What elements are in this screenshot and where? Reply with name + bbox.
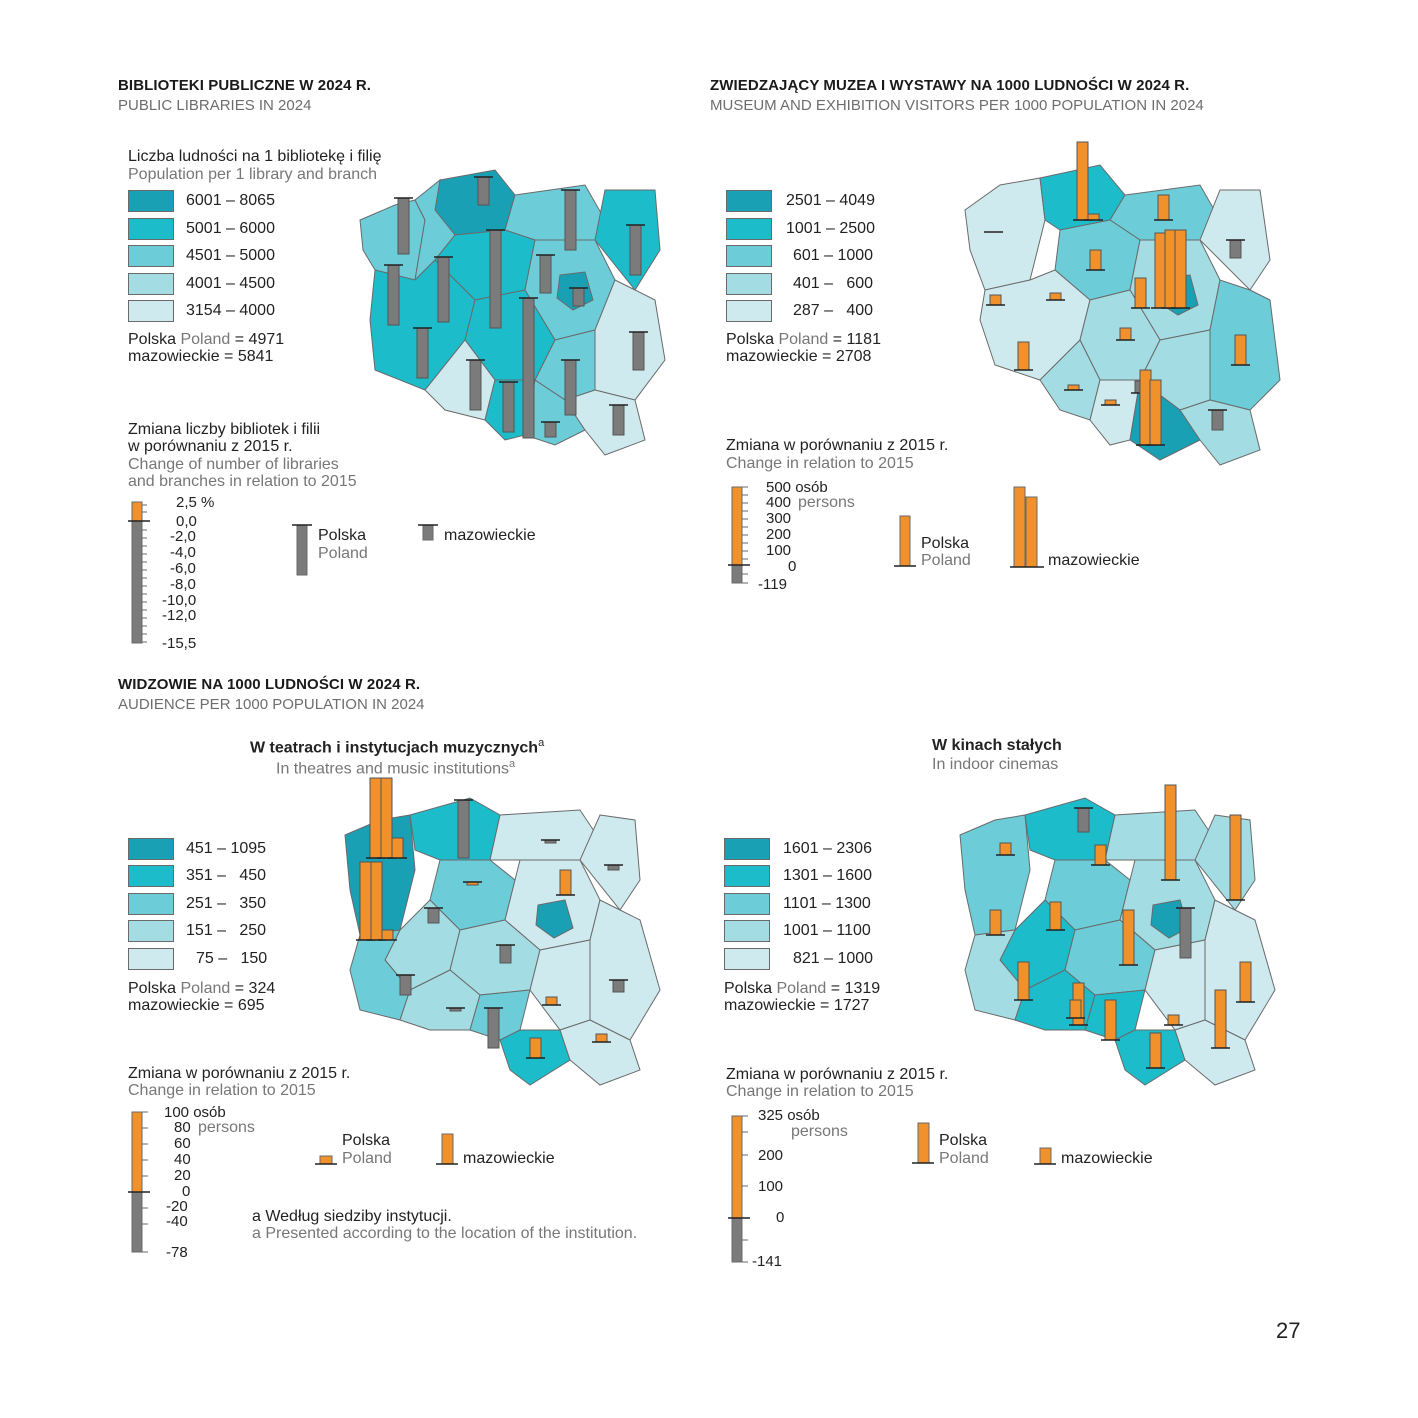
scale-tick: 100 <box>766 542 792 559</box>
scale-tick: -4,0 <box>170 544 196 561</box>
libraries-subtitle: PUBLIC LIBRARIES IN 2024 <box>118 97 312 114</box>
libraries-change-title: Zmiana liczby bibliotek i filii <box>128 421 321 438</box>
scale-tick: 0 <box>788 558 797 575</box>
map-change-bar <box>360 862 371 940</box>
legend-swatch <box>128 920 174 942</box>
stat-poland-en: Poland <box>776 980 827 997</box>
libraries-stat-poland <box>128 331 284 348</box>
map-change-bar <box>1168 1015 1179 1025</box>
map-change-bar <box>633 332 644 370</box>
cinemas-map-title-en: In indoor cinemas <box>932 756 1059 773</box>
map-change-bar <box>1018 962 1029 1000</box>
scale-tick: -10,0 <box>162 592 197 609</box>
legend-swatch <box>726 190 772 212</box>
legend-class-label: 1601 – 2306 <box>783 840 872 857</box>
legend-class-label: 1101 – 1300 <box>783 895 871 912</box>
map-change-bar <box>478 177 489 205</box>
theatres-change-title-en: Change in relation to 2015 <box>128 1082 316 1099</box>
scale-tick: -119 <box>758 576 787 593</box>
scale-tick: -40 <box>166 1213 188 1230</box>
legend-class-label: 3154 – 4000 <box>186 302 275 319</box>
legend-class-label: 451 – 1095 <box>186 840 267 857</box>
legend-poland-label: Polska <box>921 535 970 552</box>
cinemas-legend-region-bar <box>1034 1146 1058 1168</box>
map-change-bar <box>1078 808 1089 832</box>
stat-poland-en: Poland <box>180 331 231 348</box>
scale-tick: 100 osób <box>164 1104 226 1121</box>
libraries-change-title-2: w porównaniu z 2015 r. <box>128 438 293 455</box>
footnote-mark: a <box>538 737 545 749</box>
map-change-bar <box>388 265 399 325</box>
stat-poland-value: = 324 <box>234 980 276 997</box>
stat-poland-pl: Polska <box>128 980 177 997</box>
legend-poland-label-en: Poland <box>318 545 368 562</box>
legend-poland-label: Polska <box>342 1132 391 1149</box>
scale-tick: 2,5 % <box>176 494 215 511</box>
scale-tick: 325 osób <box>758 1107 820 1124</box>
scale-tick: 60 <box>174 1135 191 1152</box>
legend-swatch <box>724 865 770 887</box>
map-change-bar <box>371 862 382 940</box>
stat-poland-en: Poland <box>180 980 231 997</box>
theatres-footnote-en: a Presented according to the location of the institution. <box>252 1225 638 1242</box>
map-change-bar <box>1150 1033 1161 1068</box>
libraries-map <box>355 160 685 460</box>
map-change-bar <box>630 225 641 275</box>
map-change-bar <box>438 257 449 322</box>
map-change-bar <box>1000 843 1011 855</box>
legend-poland-label: Polska <box>318 527 367 544</box>
map-change-bar <box>1123 910 1134 965</box>
libraries-legend-title-en: Population per 1 library and branch <box>128 166 378 183</box>
theatres-stat-region: mazowieckie = 695 <box>128 997 265 1014</box>
scale-tick: 200 <box>766 526 792 543</box>
scale-tick: 300 <box>766 510 792 527</box>
map-change-bar <box>381 778 392 858</box>
map-change-bar <box>613 980 624 992</box>
scale-tick: -20 <box>166 1198 188 1215</box>
map-change-bar <box>1158 195 1169 220</box>
cinemas-map <box>955 790 1285 1090</box>
map-change-bar <box>400 975 411 995</box>
map-change-bar <box>1018 342 1029 370</box>
scale-tick: -12,0 <box>162 607 197 624</box>
legend-swatch <box>128 838 174 860</box>
libraries-legend-title: Liczba ludności na 1 bibliotekę i filię <box>128 148 382 165</box>
map-change-bar <box>1235 335 1246 365</box>
legend-swatch <box>128 273 174 295</box>
map-change-bar <box>1212 410 1223 430</box>
legend-poland-label-en: Poland <box>939 1150 989 1167</box>
stat-poland-pl: Polska <box>128 331 177 348</box>
legend-region-label: mazowieckie <box>1048 552 1140 569</box>
scale-tick: 20 <box>174 1167 191 1184</box>
map-change-bar <box>392 838 403 858</box>
stat-poland-en: Poland <box>778 331 829 348</box>
map-change-bar <box>428 908 439 923</box>
page-number: 27 <box>1276 1318 1301 1343</box>
scale-tick: -8,0 <box>170 576 196 593</box>
museums-stat-region: mazowieckie = 2708 <box>726 348 872 365</box>
legend-swatch <box>726 218 772 240</box>
libraries-legend-region-bar <box>418 522 440 544</box>
map-change-bar <box>1175 230 1186 308</box>
map-change-bar <box>1165 230 1176 308</box>
legend-swatch <box>128 948 174 970</box>
scale-tick: 100 <box>758 1178 784 1195</box>
scale-tick: 40 <box>174 1151 191 1168</box>
theatres-stat-poland <box>128 980 275 997</box>
footnote-mark: a <box>509 758 516 770</box>
map-change-bar <box>613 405 624 435</box>
scale-tick: 0,0 <box>176 513 197 530</box>
map-change-bar <box>1088 214 1099 220</box>
theatres-legend-region-bar <box>436 1130 460 1168</box>
cinemas-stat-region: mazowieckie = 1727 <box>724 997 870 1014</box>
map-change-bar <box>990 295 1001 305</box>
libraries-legend-poland-bar <box>292 522 314 577</box>
map-change-bar <box>488 1008 499 1048</box>
map-change-bar <box>458 800 469 858</box>
legend-class-label: 6001 – 8065 <box>186 192 275 209</box>
legend-swatch <box>128 300 174 322</box>
map-change-bar <box>1095 845 1106 865</box>
legend-swatch <box>724 838 770 860</box>
map-change-bar <box>1050 902 1061 930</box>
libraries-title: BIBLIOTEKI PUBLICZNE W 2024 R. <box>118 77 372 94</box>
museums-change-title-en: Change in relation to 2015 <box>726 455 914 472</box>
cinemas-stat-poland <box>724 980 880 997</box>
map-change-bar <box>545 422 556 437</box>
legend-swatch <box>726 300 772 322</box>
map-change-bar <box>1230 240 1241 258</box>
legend-swatch <box>128 218 174 240</box>
legend-region-label: mazowieckie <box>463 1150 555 1167</box>
museums-change-title: Zmiana w porównaniu z 2015 r. <box>726 437 949 454</box>
scale-tick: 0 <box>776 1209 785 1226</box>
legend-class-label: 351 – 450 <box>186 867 267 884</box>
map-change-bar <box>398 198 409 254</box>
legend-swatch <box>128 893 174 915</box>
theatres-legend-poland-bar <box>314 1150 338 1170</box>
map-change-bar <box>370 778 381 858</box>
scale-tick: -141 <box>752 1253 783 1270</box>
map-change-bar <box>1105 1000 1116 1040</box>
theatres-map-title-text: W teatrach i instytucjach muzycznych <box>250 739 539 757</box>
legend-swatch <box>724 920 770 942</box>
theatres-map-title-en-text: In theatres and music institutions <box>276 760 510 778</box>
scale-tick: 500 osób <box>766 479 828 496</box>
scale-tick: 0 <box>182 1183 191 1200</box>
legend-class-label: 1001 – 1100 <box>783 922 871 939</box>
map-change-bar <box>530 1038 541 1058</box>
legend-poland-label-en: Poland <box>342 1150 392 1167</box>
legend-swatch <box>128 245 174 267</box>
legend-class-label: 1301 – 1600 <box>783 867 872 884</box>
scale-unit-en: persons <box>791 1123 848 1140</box>
stat-poland-pl: Polska <box>726 331 775 348</box>
map-change-bar <box>470 360 481 410</box>
map-change-bar <box>540 255 551 293</box>
theatres-map-title <box>250 737 544 757</box>
map-change-bar <box>1077 142 1088 220</box>
legend-swatch <box>724 893 770 915</box>
map-change-bar <box>1050 293 1061 300</box>
map-change-bar <box>490 230 501 328</box>
libraries-change-title-en-2: and branches in relation to 2015 <box>128 473 357 490</box>
libraries-change-title-en: Change of number of libraries <box>128 456 339 473</box>
cinemas-change-title-en: Change in relation to 2015 <box>726 1083 914 1100</box>
legend-class-label: 4001 – 4500 <box>186 275 275 292</box>
theatres-change-scale <box>126 1108 166 1258</box>
museums-map <box>960 140 1290 470</box>
map-change-bar <box>417 328 428 378</box>
audience-subtitle: AUDIENCE PER 1000 POPULATION IN 2024 <box>118 696 425 713</box>
legend-class-label: 151 – 250 <box>186 922 267 939</box>
theatres-map-title-en <box>276 756 515 777</box>
cinemas-map-title: W kinach stałych <box>932 737 1062 754</box>
cinemas-legend-poland-bar <box>912 1120 936 1166</box>
map-change-bar <box>1230 815 1241 900</box>
theatres-change-title: Zmiana w porównaniu z 2015 r. <box>128 1065 351 1082</box>
map-change-bar <box>565 190 576 250</box>
scale-unit-en: persons <box>198 1119 255 1136</box>
scale-tick: -15,5 <box>162 635 197 652</box>
map-change-bar <box>1155 233 1166 308</box>
stat-poland-pl: Polska <box>724 980 773 997</box>
scale-tick: -78 <box>166 1244 188 1261</box>
map-change-bar <box>1215 990 1226 1048</box>
legend-class-label: 287 – 400 <box>793 302 874 319</box>
legend-swatch <box>726 273 772 295</box>
legend-class-label: 1001 – 2500 <box>786 220 875 237</box>
map-change-bar <box>565 360 576 415</box>
legend-swatch <box>128 865 174 887</box>
map-change-bar <box>546 997 557 1005</box>
museums-legend-region-bar <box>1010 484 1046 570</box>
museums-subtitle: MUSEUM AND EXHIBITION VISITORS PER 1000 POPULATION IN 2024 <box>710 97 1204 114</box>
museums-legend-poland-bar <box>894 514 918 569</box>
legend-class-label: 821 – 1000 <box>793 950 874 967</box>
legend-class-label: 251 – 350 <box>186 895 267 912</box>
legend-class-label: 401 – 600 <box>793 275 874 292</box>
stat-poland-value: = 4971 <box>234 331 285 348</box>
map-change-bar <box>1090 250 1101 270</box>
legend-class-label: 601 – 1000 <box>793 247 874 264</box>
legend-class-label: 2501 – 4049 <box>786 192 875 209</box>
map-change-bar <box>1150 380 1161 445</box>
scale-tick: 400 <box>766 494 792 511</box>
legend-swatch <box>726 245 772 267</box>
map-change-bar <box>990 910 1001 935</box>
theatres-footnote: a Według siedziby instytucji. <box>252 1208 452 1225</box>
legend-swatch <box>724 948 770 970</box>
scale-tick: -6,0 <box>170 560 196 577</box>
legend-swatch <box>128 190 174 212</box>
stat-poland-value: = 1319 <box>830 980 881 997</box>
legend-poland-label-en: Poland <box>921 552 971 569</box>
map-change-bar <box>596 1034 607 1042</box>
legend-class-label: 5001 – 6000 <box>186 220 275 237</box>
scale-unit-en: persons <box>798 494 855 511</box>
legend-region-label: mazowieckie <box>444 527 536 544</box>
map-change-bar <box>500 945 511 963</box>
scale-tick: -2,0 <box>170 528 196 545</box>
map-change-bar <box>1135 278 1146 308</box>
map-change-bar <box>382 930 393 940</box>
legend-class-label: 4501 – 5000 <box>186 247 275 264</box>
legend-region-label: mazowieckie <box>1061 1150 1153 1167</box>
map-change-bar <box>560 870 571 895</box>
map-change-bar <box>1140 370 1151 445</box>
map-change-bar <box>1070 1000 1081 1018</box>
scale-tick: 80 <box>174 1119 191 1136</box>
libraries-change-scale <box>125 500 165 650</box>
map-change-bar <box>1240 962 1251 1002</box>
cinemas-change-title: Zmiana w porównaniu z 2015 r. <box>726 1066 949 1083</box>
legend-class-label: 75 – 150 <box>196 950 268 967</box>
map-change-bar <box>523 298 534 438</box>
museums-title: ZWIEDZAJĄCY MUZEA I WYSTAWY NA 1000 LUDNOŚCI W 2024 R. <box>710 77 1190 94</box>
map-change-bar <box>503 382 514 432</box>
museums-stat-poland <box>726 331 881 348</box>
theatres-map <box>340 790 670 1090</box>
map-change-bar <box>573 288 584 306</box>
legend-poland-label: Polska <box>939 1132 988 1149</box>
map-change-bar <box>1180 908 1191 958</box>
map-change-bar <box>1165 785 1176 880</box>
scale-tick: 200 <box>758 1147 784 1164</box>
audience-title: WIDZOWIE NA 1000 LUDNOŚCI W 2024 R. <box>118 676 421 693</box>
stat-poland-value: = 1181 <box>832 331 881 348</box>
libraries-stat-region: mazowieckie = 5841 <box>128 348 274 365</box>
map-change-bar <box>1120 328 1131 340</box>
